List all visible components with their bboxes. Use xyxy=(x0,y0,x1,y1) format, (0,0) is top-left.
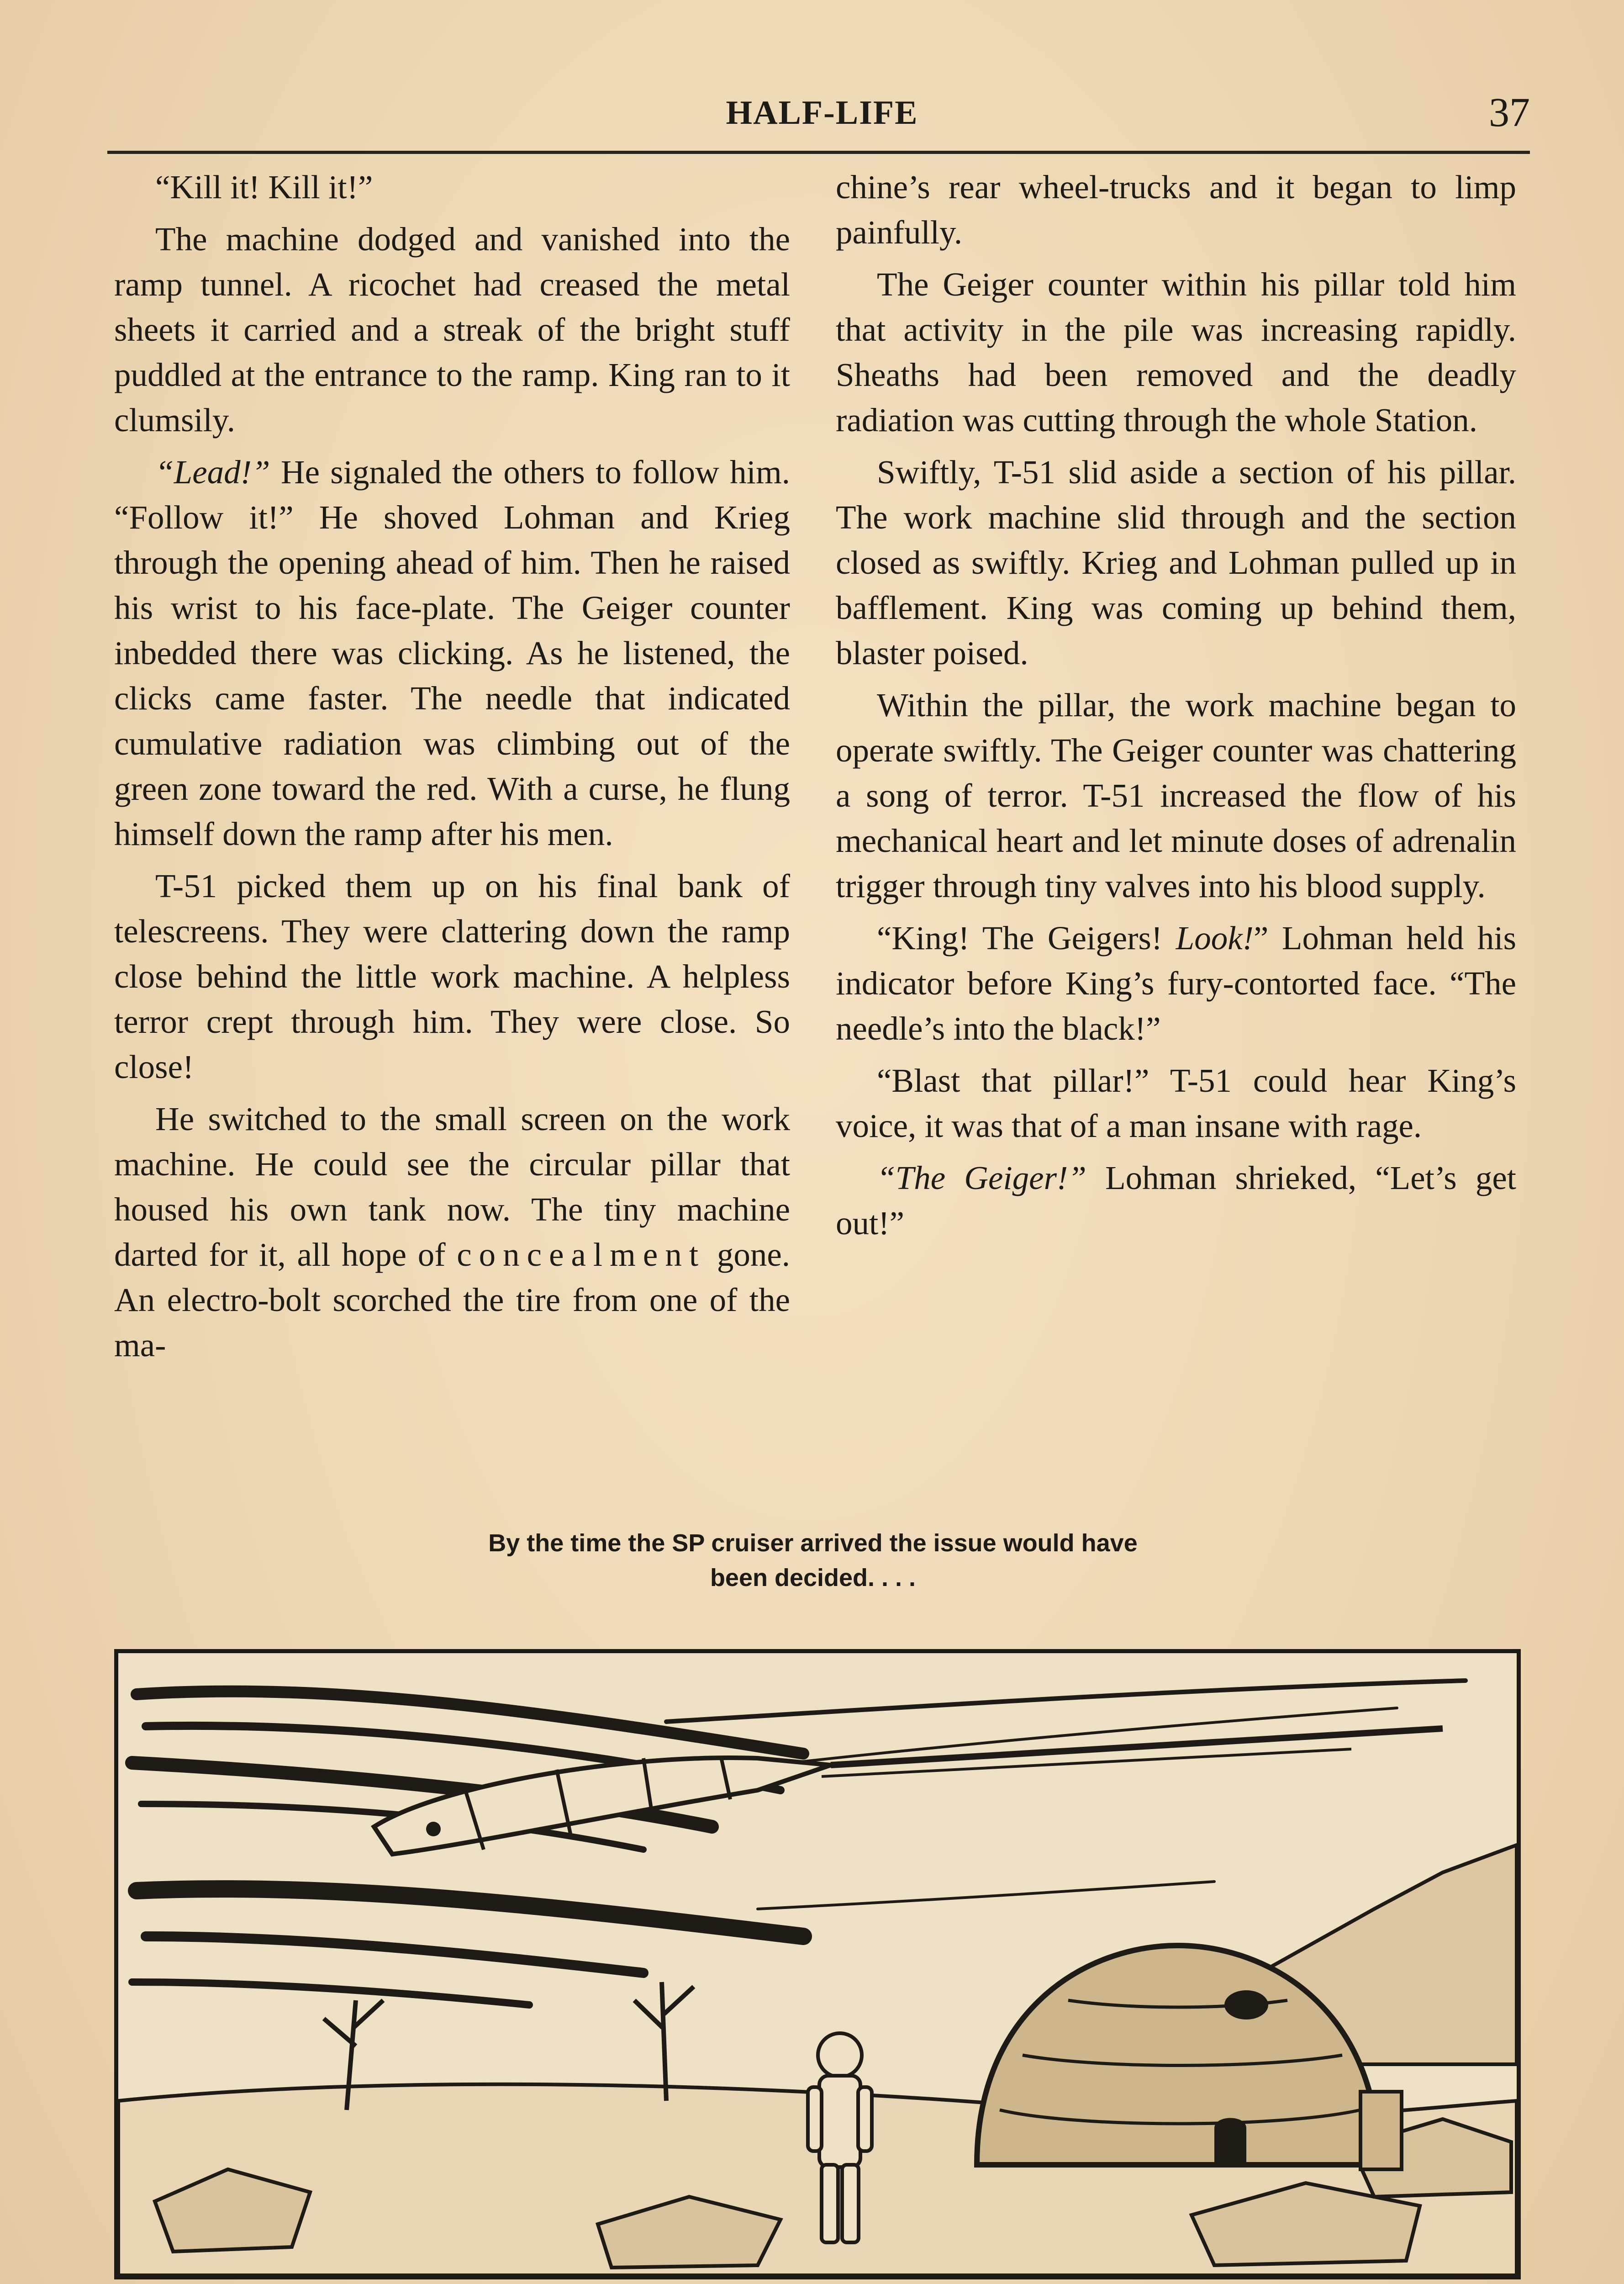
right-text-column xyxy=(836,164,1516,1253)
spaced-word: concealment xyxy=(457,1236,706,1273)
caption-line: been decided. . . . xyxy=(710,1564,916,1591)
running-header-title: HALF-LIFE xyxy=(726,94,918,132)
paragraph-text: He switched to the small screen on the work machine. He could see the circular pillar that housed his own tank now. The tiny machine darted for it, all hope of xyxy=(114,1100,790,1273)
story-illustration xyxy=(114,1649,1521,2279)
paragraph-text: Lohman shrieked, “Let’s get out!” xyxy=(836,1159,1517,1242)
paragraph-continued: chine’s rear wheel-trucks and it began to limp painfully. xyxy=(836,169,1516,251)
paragraph: Within the pillar, the work machine began to operate swiftly. The Geiger counter was chattering a song of terror. T-51 increased the flow of his mechanical heart and let minute doses of adrenalin trigger through tiny valves into his blood supply. xyxy=(836,687,1516,904)
paragraph: T-51 picked them up on his final bank of telescreens. They were clattering down the ramp close behind the little work machine. A helpless terror crept through him. They were close. So close! xyxy=(114,867,790,1085)
left-text-column xyxy=(114,164,790,1375)
paragraph xyxy=(114,1096,790,1368)
paragraph-text: ” Lohman held his indicator before King’s fury-contorted face. “The needle’s into the black!” xyxy=(836,920,1516,1047)
italic-text: “Lead!” xyxy=(155,454,270,491)
illustration-caption xyxy=(356,1526,1270,1595)
paragraph xyxy=(836,915,1516,1051)
paragraph xyxy=(836,1155,1516,1246)
caption-line: By the time the SP cruiser arrived the issue would have xyxy=(488,1529,1138,1557)
page-number: 37 xyxy=(1489,90,1530,135)
header-rule xyxy=(107,151,1530,154)
illustration-drawing xyxy=(118,1653,1517,2275)
paragraph-text: “King! The Geigers! xyxy=(877,920,1176,957)
paragraph xyxy=(114,449,790,856)
paragraph-text: He signaled the others to follow him. “Follow it!” He shoved Lohman and Krieg through the opening ahead of him. Then he raised his wrist to his face-plate. The Geiger counter inbedded there was clicking. As he listened, the clicks came faster. The needle that indicated cumulative radiation was climbing out of the green zone toward the red. With a curse, he flung himself down the ramp after his men. xyxy=(114,454,790,852)
paragraph: Swiftly, T-51 slid aside a section of his pillar. The work machine slid through and the section closed as swiftly. Krieg and Lohman pulled up in bafflement. King was coming up behind them, blaster poised. xyxy=(836,454,1516,671)
italic-text: “The Geiger!” xyxy=(877,1159,1086,1196)
paragraph-text: gone. An electro-bolt scorched the tire from one of the ma- xyxy=(114,1236,790,1364)
paragraph: The machine dodged and vanished into the ramp tunnel. A ricochet had creased the metal sheets it carried and a streak of the bright stuff puddled at the entrance to the ramp. King ran to it clumsily. xyxy=(114,221,790,439)
paragraph: “Kill it! Kill it!” xyxy=(155,169,373,206)
paragraph: The Geiger counter within his pillar told him that activity in the pile was increasing rapidly. Sheaths had been removed and the deadly radiation was cutting through the whole Station. xyxy=(836,266,1516,439)
italic-text: Look! xyxy=(1176,920,1254,957)
storm-streaks xyxy=(132,1681,1466,2005)
paragraph: “Blast that pillar!” T-51 could hear King’s voice, it was that of a man insane with rage. xyxy=(836,1062,1516,1144)
